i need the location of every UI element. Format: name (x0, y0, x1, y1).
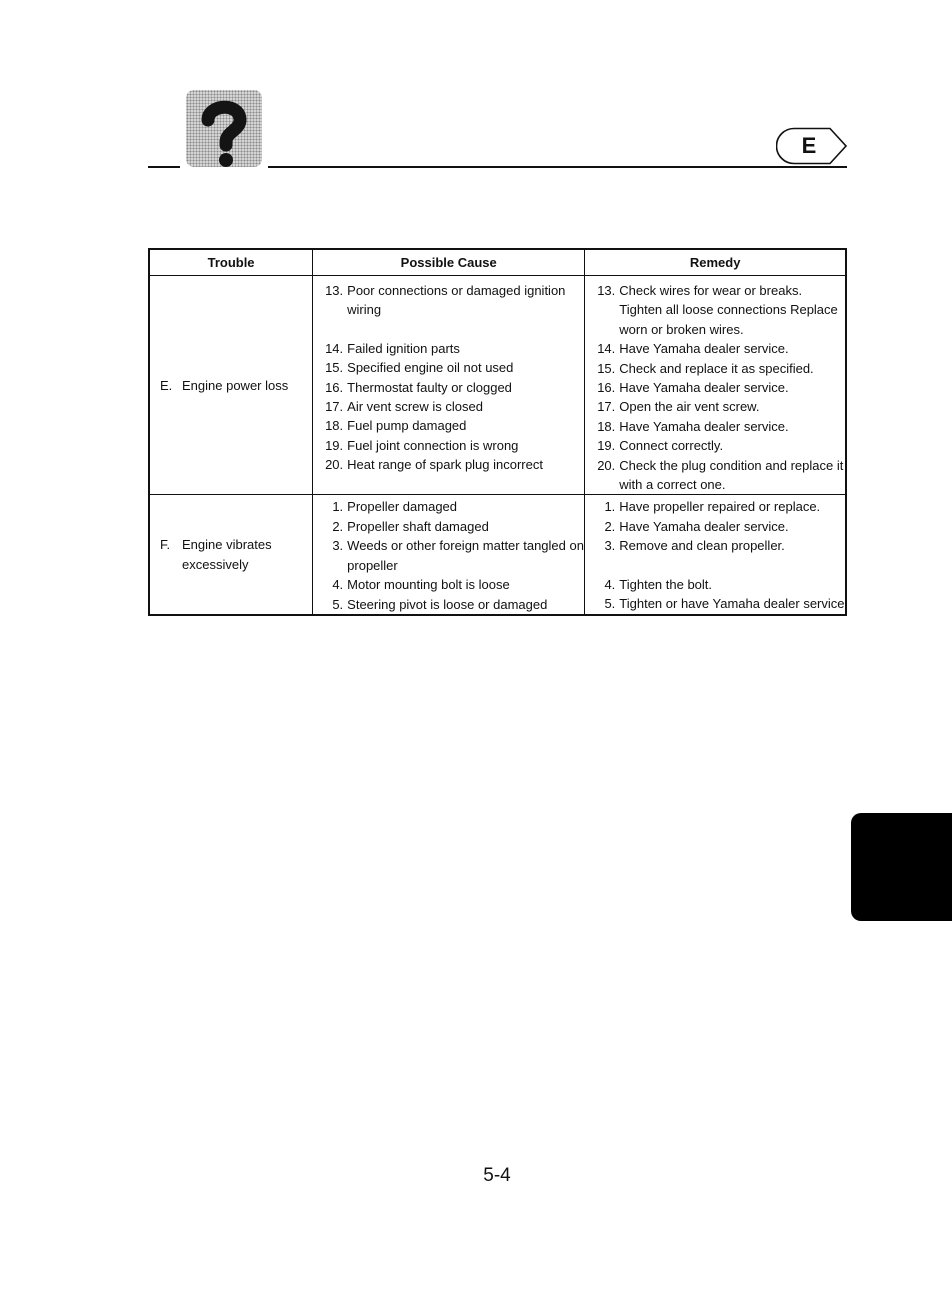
list-item (313, 378, 584, 397)
item-text: Air vent screw is closed (347, 399, 483, 415)
list-item (585, 378, 845, 397)
item-number: 1. (332, 499, 344, 515)
language-badge (776, 127, 848, 165)
item-text: Have Yamaha dealer service. (619, 380, 789, 396)
language-badge-label: E (801, 133, 817, 158)
item-number: 18. (325, 418, 344, 434)
list-item (313, 397, 584, 416)
list-item (585, 517, 845, 536)
spacer (313, 320, 584, 339)
item-number: 5. (332, 596, 344, 612)
list-item (585, 497, 845, 516)
item-number: 16. (597, 380, 616, 396)
item-text: Motor mounting bolt is loose (347, 577, 510, 593)
list-item (585, 536, 845, 555)
item-text: Have Yamaha dealer service. (619, 341, 789, 357)
spacer (585, 556, 845, 575)
troubleshooting-table (148, 248, 847, 616)
question-mark-icon (186, 90, 262, 167)
list-item (585, 417, 845, 436)
list-item (585, 397, 845, 416)
item-number: 17. (597, 399, 616, 415)
trouble-text: Engine power loss (182, 377, 289, 393)
item-number: 4. (332, 577, 344, 593)
item-text: Connect correctly. (619, 438, 724, 454)
list-item (585, 575, 845, 594)
list-item (313, 595, 584, 614)
list-item (585, 281, 845, 339)
item-text: Specified engine oil not used (347, 360, 514, 376)
item-text: Remove and clean propeller. (619, 538, 785, 554)
item-number: 5. (604, 596, 616, 612)
trouble-text: Engine vibrates excessively (182, 537, 272, 572)
item-text: Fuel pump damaged (347, 418, 467, 434)
item-number: 1. (604, 499, 616, 515)
item-text: Tighten the bolt. (619, 576, 713, 592)
trouble-letter: F. (160, 537, 171, 553)
item-text: Thermostat faulty or clogged (347, 379, 512, 395)
list-item (585, 359, 845, 378)
item-text: Heat range of spark plug incorrect (347, 457, 543, 473)
item-number: 14. (597, 341, 616, 357)
list-item (313, 436, 584, 455)
remedy-cell (585, 495, 846, 615)
item-text: Propeller damaged (347, 499, 458, 515)
item-text: Have Yamaha dealer service. (619, 418, 789, 434)
list-item (585, 339, 845, 358)
list-item (313, 575, 584, 594)
page-number: 5-4 (483, 1165, 511, 1186)
item-text: Poor connections or damaged ignition wiring (347, 283, 566, 318)
item-number: 13. (325, 283, 344, 298)
item-text: Tighten or have Yamaha dealer service (619, 596, 845, 612)
list-item (313, 455, 584, 474)
header-trouble: Trouble (149, 249, 313, 276)
header-rule-left (148, 166, 180, 168)
item-number: 3. (332, 538, 344, 554)
item-text: Propeller shaft damaged (347, 518, 489, 534)
item-number: 15. (597, 360, 616, 376)
item-number: 16. (325, 379, 344, 395)
item-number: 19. (597, 438, 616, 454)
list-item (313, 281, 584, 320)
table-row (149, 495, 846, 615)
item-number: 20. (597, 457, 616, 473)
list-item (313, 416, 584, 435)
item-text: Have propeller repaired or replace. (619, 499, 821, 515)
remedy-cell (585, 276, 846, 495)
list-item (585, 436, 845, 455)
list-item (313, 536, 584, 575)
item-text: Check the plug condition and replace it with a correct one. (619, 457, 844, 493)
cause-cell (313, 495, 585, 615)
list-item (585, 456, 845, 495)
item-number: 19. (325, 437, 344, 453)
trouble-cell (149, 495, 313, 615)
item-text: Weeds or other foreign matter tangled on propeller (347, 538, 584, 573)
item-number: 4. (604, 576, 616, 592)
item-text: Failed ignition parts (347, 340, 460, 356)
list-item (313, 497, 584, 516)
list-item (313, 339, 584, 358)
list-item (313, 517, 584, 536)
header-remedy: Remedy (585, 249, 846, 276)
item-number: 13. (597, 283, 616, 298)
item-number: 18. (597, 418, 616, 434)
item-text: Check wires for wear or breaks. Tighten all loose connections Replace worn or broken wires. (619, 283, 838, 337)
header-possible-cause: Possible Cause (313, 249, 585, 276)
item-text: Have Yamaha dealer service. (619, 518, 789, 534)
item-text: Check and replace it as specified. (619, 360, 814, 376)
item-number: 17. (325, 399, 344, 415)
table-row (149, 276, 846, 495)
table-header-row (149, 249, 846, 276)
cause-cell (313, 276, 585, 495)
item-number: 3. (604, 538, 616, 554)
item-number: 14. (325, 340, 344, 356)
section-tab-marker (851, 813, 952, 921)
trouble-cell (149, 276, 313, 495)
item-text: Steering pivot is loose or damaged (347, 596, 548, 612)
item-text: Fuel joint connection is wrong (347, 437, 519, 453)
item-number: 20. (325, 457, 344, 473)
header-rule-right (268, 166, 847, 168)
item-number: 2. (604, 518, 616, 534)
item-text: Open the air vent screw. (619, 399, 760, 415)
list-item (313, 358, 584, 377)
list-item (585, 594, 845, 613)
trouble-letter: E. (160, 377, 173, 393)
item-number: 2. (332, 518, 344, 534)
item-number: 15. (325, 360, 344, 376)
